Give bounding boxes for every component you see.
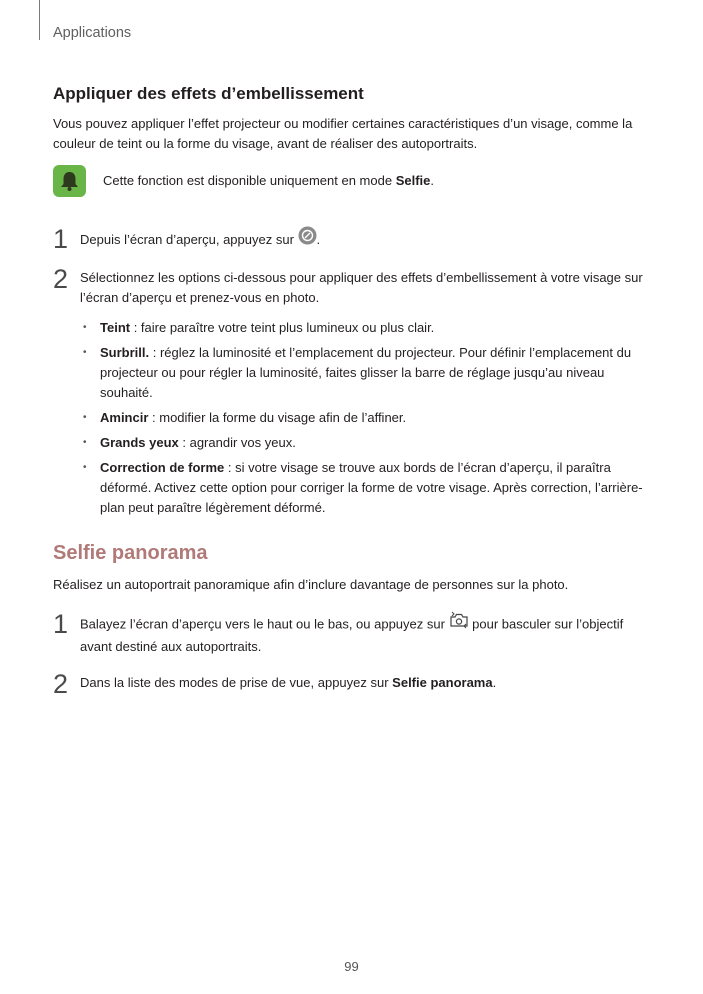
step-text: Balayez l’écran d’aperçu vers le haut ou le bas, ou appuyez sur pour basculer sur l’objectif avant destiné aux autoportraits. [80,613,650,657]
list-item: • Amincir : modifier la forme du visage afin de l’affiner. [80,408,650,428]
step-text: Dans la liste des modes de prise de vue, appuyez sur Selfie panorama. [80,675,497,690]
running-head: Applications [53,25,132,41]
note-box [53,165,653,197]
bell-icon [53,165,86,197]
note-text: Cette fonction est disponible uniquement en mode Selfie. [103,173,435,188]
note-mode-name: Selfie [395,173,431,188]
step-number: 2 [53,669,69,699]
step-number: 2 [53,264,69,294]
step-text: Depuis l’écran d’aperçu, appuyez sur . [80,228,650,253]
margin-rule [39,0,40,40]
list-item: • Surbrill. : réglez la luminosité et l’emplacement du projecteur. Pour définir l’emplacement du projecteur ou pour régler la luminosité, faites glisser la barre de réglage jusqu’au niveau souhaité. [80,343,650,403]
step-text: Sélectionnez les options ci-dessous pour appliquer des effets d’embellissement à votre visage sur l’écran d’aperçu et prenez-vous en photo. [80,270,643,305]
mode-name: Selfie panorama [392,675,493,690]
panorama-intro: Réalisez un autoportrait panoramique afin d’inclure davantage de personnes sur la photo. [53,577,569,592]
list-item: • Correction de forme : si votre visage se trouve aux bords de l’écran d’aperçu, il paraîtra déformé. Activez cette option pour corriger la forme de votre visage. Après correction, l’arrière-plan peut paraître légèrement déformé. [80,458,650,518]
list-item: • Grands yeux : agrandir vos yeux. [80,433,650,453]
beauty-options-list [80,318,650,523]
beauty-effect-icon [298,226,317,251]
switch-camera-icon [449,611,469,635]
beauty-section-heading: Appliquer des effets d’embellissement [53,84,364,103]
step-number: 1 [53,609,69,639]
step-number: 1 [53,224,69,254]
beauty-intro: Vous pouvez appliquer l’effet projecteur ou modifier certaines caractéristiques d’un visage, comme la couleur de teint ou la forme du visage, avant de réaliser des autoportraits. [53,116,633,151]
panorama-section-heading: Selfie panorama [53,542,208,564]
list-item: • Teint : faire paraître votre teint plus lumineux ou plus clair. [80,318,650,338]
page-number: 99 [344,959,359,974]
